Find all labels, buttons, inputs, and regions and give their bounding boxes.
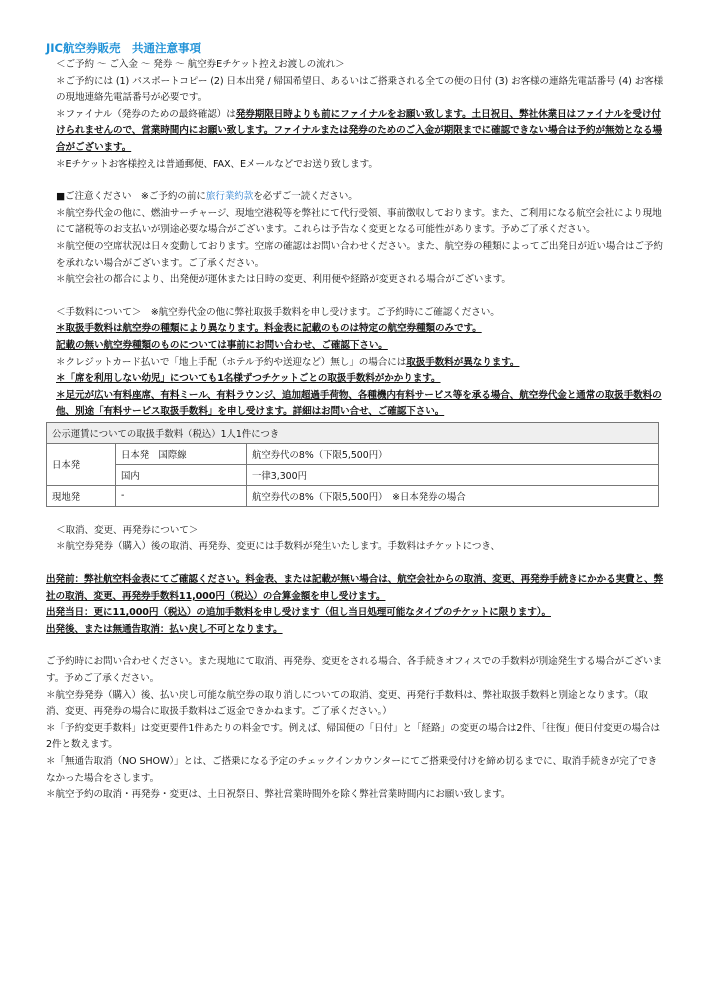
fees-line-5: ＊足元が広い有料座席、有料ミール、有料ラウンジ、追加超過手荷物、各種機内有料サービス等を承る場合、航空券代金と通常の取扱手数料の他、別途「有料サービス取扱手数料」を申し受けます。詳細はお問い合せ、ご確認下さい。 [56, 389, 662, 418]
domestic-label: 国内 [116, 464, 247, 485]
notice-line-3: ＊航空会社の都合により、出発便が運休または日時の変更、利用便や経路が変更される場合がございます。 [56, 274, 511, 286]
fee-table [46, 422, 659, 507]
closing-line-2: ＊航空券発券（購入）後、払い戻し可能な航空券の取り消しについての取消、変更、再発行手数料は、弊社取扱手数料と別途となります。（取消、変更、再発券の場合に取扱手数料はご返金できかねます。ご了承ください。） [46, 689, 648, 718]
document-page [46, 40, 664, 804]
local-fee: 航空券代の8%（下限5,500円） ※日本発券の場合 [247, 485, 659, 506]
cancel-after-departure: 出発後、または無通告取消：払い戻し不可となります。 [46, 623, 283, 635]
japan-departure-label: 日本発 [47, 443, 116, 485]
final-deadline-note: 発券期限日時よりも前にファイナルをお願い致します。土日祝日、弊社休業日はファイナルを受け付けられませんので、営業時間内にお願い致します。ファイナルまたは発券のためのご入金が期限までに確認できない場合は予約が無効となる場合がございます。 [56, 108, 662, 153]
cancel-same-day: 出発当日：更に11,000円（税込）の追加手数料を申し受けます（但し当日処理可能なタイプのチケットに限ります）。 [46, 607, 551, 619]
notice-heading: ■ご注意ください ※ご予約の前に旅行業約款を必ずご一読ください。 [56, 191, 358, 203]
closing-line-1: ご予約時にお問い合わせください。また現地にて取消、再発券、変更をされる場合、各手続きオフィスでの手数料が別途発生する場合がございます。予めご了承ください。 [46, 656, 663, 685]
cancel-before-departure: 出発前：弊社航空料金表にてご確認ください。料金表、または記載が無い場合は、航空会社からの取消、変更、再発券手続きにかかる実費と、弊社の取消、変更、再発券手数料11,000円（税込）の合算金額を申し受けます。 [46, 574, 664, 602]
fee-table-header: 公示運賃についての取扱手数料（税込）1人1件につき [47, 422, 659, 443]
closing-line-3: ＊「予約変更手数料」は変更要件1件あたりの料金です。例えば、帰国便の「日付」と「経路」の変更の場合は2件、「往復」便日付変更の場合は2件と数えます。 [46, 722, 661, 751]
flow-line-2: ＊ファイナル（発券のための最終確認）は発券期限日時よりも前にファイナルをお願い致します。土日祝日、弊社休業日はファイナルを受け付けられませんので、営業時間内にお願い致します。ファイナルまたは発券のためのご入金が期限までに確認できない場合は予約が無効となる場合がございます。 [56, 108, 662, 153]
notice-line-1: ＊航空券代金の他に、燃油サーチャージ、現地空港税等を弊社にて代行受領、事前徴収しております。また、ご利用になる航空会社により現地にて諸税等のお支払いが別途必要な場合がございます。これらは予告なく変更となる可能性があります。予めご了承ください。 [56, 207, 662, 236]
fees-heading: ＜手数料について＞ ※航空券代金の他に弊社取扱手数料を申し受けます。ご予約時にご確認ください。 [56, 306, 500, 318]
document-title: JIC航空券販売 共通注意事項 [46, 41, 201, 55]
fees-line-1: ＊取扱手数料は航空券の種類により異なります。料金表に記載のものは特定の航空券種類のみです。 [56, 323, 482, 335]
closing-line-5: ＊航空予約の取消・再発券・変更は、土日祝祭日、弊社営業時間外を除く弊社営業時間内にお願い致します。 [46, 789, 511, 801]
flow-heading: ＜ご予約 ～ ご入金 ～ 発券 ～ 航空券Eチケット控えお渡しの流れ＞ [56, 59, 345, 70]
fees-line-2: 記載の無い航空券種類のものについては事前にお問い合わせ、ご確認下さい。 [56, 339, 388, 351]
travel-terms-link[interactable]: 旅行業約款 [205, 191, 254, 203]
domestic-fee: 一律3,300円 [247, 464, 659, 485]
japan-international-label: 日本発 国際線 [116, 443, 247, 464]
fees-line-3: ＊クレジットカード払いで「地上手配（ホテル予約や送迎など）無し」の場合には取扱手数料が異なります。 [56, 356, 520, 368]
closing-line-4: ＊「無通告取消（NO SHOW）」とは、ご搭乗になる予定のチェックインカウンターにてご搭乗受付けを締め切るまでに、取消手続きが完了できなかった場合をさします。 [46, 756, 658, 784]
local-departure-label: 現地発 [47, 485, 116, 506]
fees-line-4: ＊「席を利用しない幼児」についても1名様ずつチケットごとの取扱手数料がかかります。 [56, 373, 441, 385]
japan-international-fee: 航空券代の8%（下限5,500円） [247, 443, 659, 464]
flow-line-3: ＊Eチケットお客様控えは普通郵便、FAX、Eメールなどでお送り致します。 [56, 158, 378, 170]
notice-line-2: ＊航空便の空席状況は日々変動しております。空席の確認はお問い合わせください。また、航空券の種類によってご出発日が近い場合はご予約を承れない場合がございます。ご了承ください。 [56, 240, 663, 269]
local-type: - [116, 485, 247, 506]
flow-line-1: ＊ご予約には (1) パスポートコピー (2) 日本出発 / 帰国希望日、あるいはご搭乗される全ての便の日付 (3) お客様の連絡先電話番号 (4) お客様の現地連絡先電話番号が必要です。 [56, 75, 664, 104]
cancel-heading: ＜取消、変更、再発券について＞ [56, 524, 199, 536]
cancel-line-1: ＊航空券発券（購入）後の取消、再発券、変更には手数料が発生いたします。手数料はチケットにつき、 [56, 541, 500, 553]
